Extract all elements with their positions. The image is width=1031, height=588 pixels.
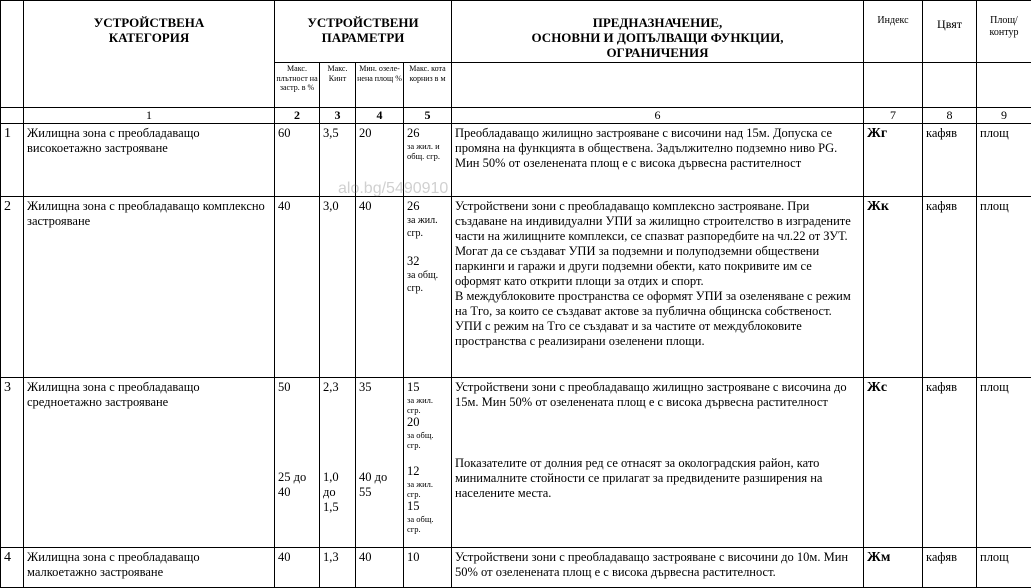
desc-paragraph-2: Могат да се създават УПИ за подземни и полуподземни обществени паркинги и гаражи и други подземни обекти, като покривите им се оформят като открити площи за отдих и спорт. [455, 244, 860, 289]
colnum-4: 4 [356, 108, 404, 124]
header-row [1, 1, 1031, 63]
cornice-note-b: за общ. сгр. [407, 430, 448, 450]
column-number-row [1, 108, 1031, 124]
header-area: Площ/ контур [977, 1, 1031, 63]
header-blank-7 [864, 63, 923, 108]
table-row [1, 548, 1031, 588]
desc-paragraph-1: Устройствени зони с преобладаващо жилищно застрояване с височина до 15м. Мин 50% от озеленената площ е с висока дървесна растителност [455, 380, 860, 410]
row-color: кафяв [923, 548, 977, 588]
row-index: Жм [864, 548, 923, 588]
colnum-3: 3 [320, 108, 356, 124]
row-cornice [404, 124, 452, 197]
density-value: 50 [278, 380, 316, 395]
table-row [1, 197, 1031, 378]
row-kint: 3,0 [320, 197, 356, 378]
row-density: 40 [275, 548, 320, 588]
row-number: 2 [1, 197, 24, 378]
row-green: 40 [356, 548, 404, 588]
cornice-value-b: 20 [407, 415, 420, 429]
kint-value-2: 1,0 до 1,5 [323, 470, 352, 515]
header-index: Индекс [864, 1, 923, 63]
green-value-2: 40 до 55 [359, 470, 400, 500]
header-blank-6 [452, 63, 864, 108]
header-color: Цвят [923, 1, 977, 63]
watermark: alo.bg/5490910 [338, 180, 448, 198]
row-number: 1 [1, 124, 24, 197]
cornice-value-d: 15 [407, 499, 420, 513]
row-color: кафяв [923, 124, 977, 197]
green-value: 35 [359, 380, 400, 395]
row-index: Жк [864, 197, 923, 378]
row-area: площ [977, 548, 1031, 588]
colnum-1: 1 [24, 108, 275, 124]
cornice-note-c: за жил. сгр. [407, 479, 448, 499]
cornice-value-c: 12 [407, 464, 420, 478]
cornice-note-d: за общ. сгр. [407, 514, 448, 534]
row-index: Жг [864, 124, 923, 197]
row-density [275, 378, 320, 548]
kint-value: 2,3 [323, 380, 352, 395]
row-description: Устройствени зони с преобладаващо застрояване с височини до 10м. Мин 50% от озеленената площ е с висока дървесна растителност. [452, 548, 864, 588]
colnum-8: 8 [923, 108, 977, 124]
row-green: 20 [356, 124, 404, 197]
row-green [356, 378, 404, 548]
header-blank-8 [923, 63, 977, 108]
row-area: площ [977, 378, 1031, 548]
row-area: площ [977, 124, 1031, 197]
desc-paragraph-3: В междублоковите пространства се оформят УПИ за озеленяване с режим на Тго, за които се създават актове за публична общинска собственост. УПИ с режим на Тго се създават и за частите от междублоковите пространства с реализирани озеленени площи. [455, 289, 860, 349]
row-cornice: 10 [404, 548, 452, 588]
row-kint: 3,5 [320, 124, 356, 197]
row-density: 40 [275, 197, 320, 378]
colnum-7: 7 [864, 108, 923, 124]
cornice-value: 26 [407, 199, 420, 213]
row-kint [320, 378, 356, 548]
row-area: площ [977, 197, 1031, 378]
cornice-value-2: 32 [407, 254, 420, 268]
desc-paragraph-2: Показателите от долния ред се отнасят за околоградския район, като минималните стойности се прилагат за предвидените разширения на населените места. [455, 456, 860, 501]
row-description: Преобладаващо жилищно застрояване с височини над 15м. Допуска се промяна на функцията в обществена. Задължително подземно ниво PG. Мин 50% от озеленената площ е с висока дървесна растителност [452, 124, 864, 197]
header-category: УСТРОЙСТВЕНА КАТЕГОРИЯ [24, 1, 275, 108]
row-cornice [404, 378, 452, 548]
cornice-value: 26 [407, 126, 420, 140]
header-max-density: Макс. плътност на застр. в % [275, 63, 320, 108]
cornice-note-a: за жил. сгр. [407, 395, 448, 415]
header-blank-9 [977, 63, 1031, 108]
colnum-blank [1, 108, 24, 124]
cornice-note: за жил. сгр. [407, 214, 448, 240]
header-parameters: УСТРОЙСТВЕНИ ПАРАМЕТРИ [275, 1, 452, 63]
row-number: 4 [1, 548, 24, 588]
table-row [1, 378, 1031, 548]
row-index: Жс [864, 378, 923, 548]
row-kint: 1,3 [320, 548, 356, 588]
row-cornice [404, 197, 452, 378]
row-number: 3 [1, 378, 24, 548]
row-color: кафяв [923, 378, 977, 548]
row-density: 60 [275, 124, 320, 197]
desc-paragraph-1: Устройствени зони с преобладаващо комплексно застрояване. При създаване на индивидуални УПИ за жилищно строителство в изградените части на жилищните комплекси, се спазват разпоредбите на чл.22 от ЗУТ. [455, 199, 860, 244]
header-min-green: Мин. озеле-нена площ % [356, 63, 404, 108]
row-category: Жилищна зона с преобладаващо малкоетажно застрояване [24, 548, 275, 588]
row-description [452, 378, 864, 548]
header-max-kint: Макс. Кинт [320, 63, 356, 108]
cornice-value-a: 15 [407, 380, 420, 394]
row-description [452, 197, 864, 378]
header-max-cornice: Макс. кота корниз в м [404, 63, 452, 108]
row-category: Жилищна зона с преобладаващо високоетажно застрояване [24, 124, 275, 197]
row-green: 40 [356, 197, 404, 378]
density-value-2: 25 до 40 [278, 470, 316, 500]
colnum-2: 2 [275, 108, 320, 124]
row-category: Жилищна зона с преобладаващо комплексно застрояване [24, 197, 275, 378]
cornice-note: за жил. и общ. сгр. [407, 141, 448, 161]
row-category: Жилищна зона с преобладаващо средноетажно застрояване [24, 378, 275, 548]
header-rownum-cell [1, 1, 24, 108]
colnum-6: 6 [452, 108, 864, 124]
colnum-9: 9 [977, 108, 1031, 124]
colnum-5: 5 [404, 108, 452, 124]
cornice-note-2: за общ. сгр. [407, 269, 448, 295]
row-color: кафяв [923, 197, 977, 378]
table-row [1, 124, 1031, 197]
header-purpose: ПРЕДНАЗНАЧЕНИЕ, ОСНОВНИ И ДОПЪЛВАЩИ ФУНКЦИИ, ОГРАНИЧЕНИЯ [452, 1, 864, 63]
